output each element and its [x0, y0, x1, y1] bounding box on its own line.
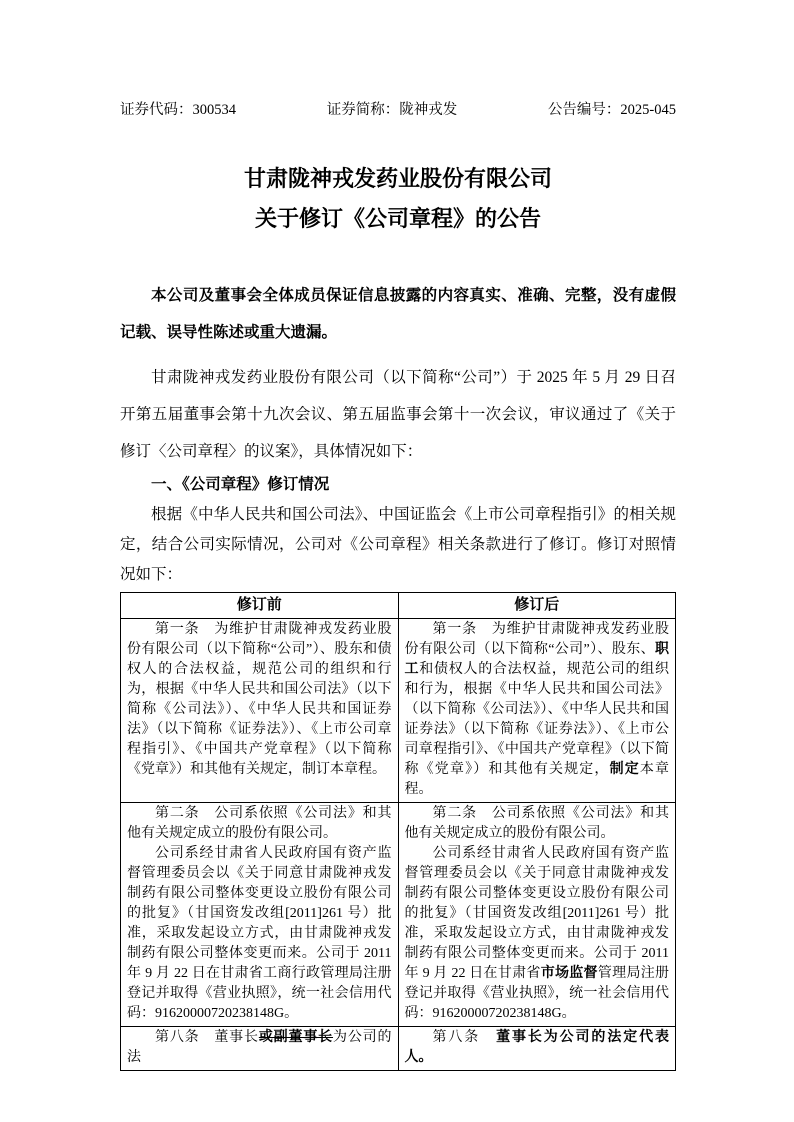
stock-code: 证券代码：300534 — [120, 102, 236, 118]
cell-paragraph — [405, 1028, 670, 1068]
cell-article-2-after — [398, 803, 676, 1027]
revised-text-segment: 或副董事长 — [258, 1030, 334, 1045]
disclaimer-paragraph: 本公司及董事会全体成员保证信息披露的内容真实、准确、完整，没有虚假记载、误导性陈述或重大遗漏。 — [120, 287, 676, 341]
revised-text-segment: 职工 — [404, 642, 669, 677]
text-segment: 第二条 公司系依照《公司法》和其他有关规定成立的股份有限公司。 — [404, 806, 669, 841]
text-segment: 第二条 公司系依照《公司法》和其他有关规定成立的股份有限公司。 — [127, 806, 392, 841]
section-heading: 一、《公司章程》修订情况 — [151, 476, 330, 493]
announcement-title: 关于修订《公司章程》的公告 — [254, 206, 541, 231]
text-segment: 第一条 为维护甘肃陇神戎发药业股份有限公司（以下简称“公司”）、股东和债权人的合法权益，规范公司的组织和行为，根据《中华人民共和国公司法》（以下简称《公司法》）、《中华人民共和国证券法》（以下简称《证券法》）、《上市公司章程指引》、《中国共产党章程》（以下简称《党章》）和其他有关规定，制订本章程。 — [127, 622, 392, 777]
cell-article-1-after — [398, 619, 676, 803]
cell-article-1-before — [121, 619, 399, 803]
column-header-after: 修订后 — [398, 593, 676, 619]
text-segment: 公司系经甘肃省人民政府国有资产监督管理委员会以《关于同意甘肃陇神戎发制药有限公司整体变更设立股份有限公司的批复》（甘国资发改组[2011]261 号）批准，采取发起设立方式，由甘肃陇神戎发制药有限公司整体变更而来。公司于 2011 年 9 月 22 日在甘肃省 — [404, 846, 669, 981]
table-row-article-2 — [121, 803, 676, 1027]
revision-comparison-table — [120, 592, 676, 1071]
cell-paragraph — [127, 844, 392, 1024]
text-segment: 第一条 为维护甘肃陇神戎发药业股份有限公司（以下简称“公司”）、股东、 — [404, 622, 669, 657]
table-row-article-1 — [121, 619, 676, 803]
cell-article-2-before — [121, 803, 399, 1027]
cell-paragraph — [127, 620, 392, 780]
text-segment: 为公司的法 — [127, 1030, 392, 1065]
company-title: 甘肃陇神戎发药业股份有限公司 — [243, 166, 552, 191]
text-segment: 本章程。 — [404, 762, 670, 797]
table-header-row — [121, 593, 676, 619]
table-row-article-8 — [121, 1027, 676, 1071]
cell-paragraph — [405, 804, 670, 844]
text-segment: 第八条 — [432, 1030, 497, 1045]
cell-article-8-after — [398, 1027, 676, 1071]
text-segment: 管理局注册登记并取得《营业执照》，统一社会信用代码：91620000720238148G。 — [404, 966, 670, 1021]
stock-name: 证券简称：陇神戎发 — [326, 102, 458, 118]
document-header — [120, 101, 676, 120]
section-intro-paragraph: 根据《中华人民共和国公司法》、中国证监会《上市公司章程指引》的相关规定，结合公司实际情况，公司对《公司章程》相关条款进行了修订。修订对照情况如下： — [120, 506, 676, 583]
revised-text-segment: 市场监督 — [540, 966, 598, 981]
announcement-number: 公告编号：2025-045 — [547, 102, 676, 118]
text-segment: 第八条 董事长 — [155, 1030, 259, 1045]
cell-article-8-before — [121, 1027, 399, 1071]
cell-paragraph — [405, 844, 670, 1024]
intro-paragraph: 甘肃陇神戎发药业股份有限公司（以下简称“公司”）于 2025 年 5 月 29 日召开第五届董事会第十九次会议、第五届监事会第十一次会议，审议通过了《关于修订〈公司章程〉的议案》，具体情况如下： — [120, 369, 676, 460]
cell-paragraph — [405, 620, 670, 800]
text-segment: 和债权人的合法权益，规范公司的组织和行为，根据《中华人民共和国公司法》（以下简称《公司法》）、《中华人民共和国证券法》（以下简称《证券法》）、《上市公司章程指引》、《中国共产党章程》（以下简称《党章》）和其他有关规定， — [404, 662, 670, 777]
column-header-before: 修订前 — [121, 593, 399, 619]
text-segment: 公司系经甘肃省人民政府国有资产监督管理委员会以《关于同意甘肃陇神戎发制药有限公司整体变更设立股份有限公司的批复》（甘国资发改组[2011]261 号）批准，采取发起设立方式，由甘肃陇神戎发制药有限公司整体变更而来。公司于 2011 年 9 月 22 日在甘肃省工商行政管理局注册登记并取得《营业执照》，统一社会信用代码：91620000720238148G。 — [127, 846, 392, 1021]
cell-paragraph — [127, 804, 392, 844]
revised-text-segment: 制定 — [609, 762, 640, 777]
cell-paragraph — [127, 1028, 392, 1068]
revised-text-segment: 董事长为公司的法定代表人。 — [404, 1030, 670, 1065]
